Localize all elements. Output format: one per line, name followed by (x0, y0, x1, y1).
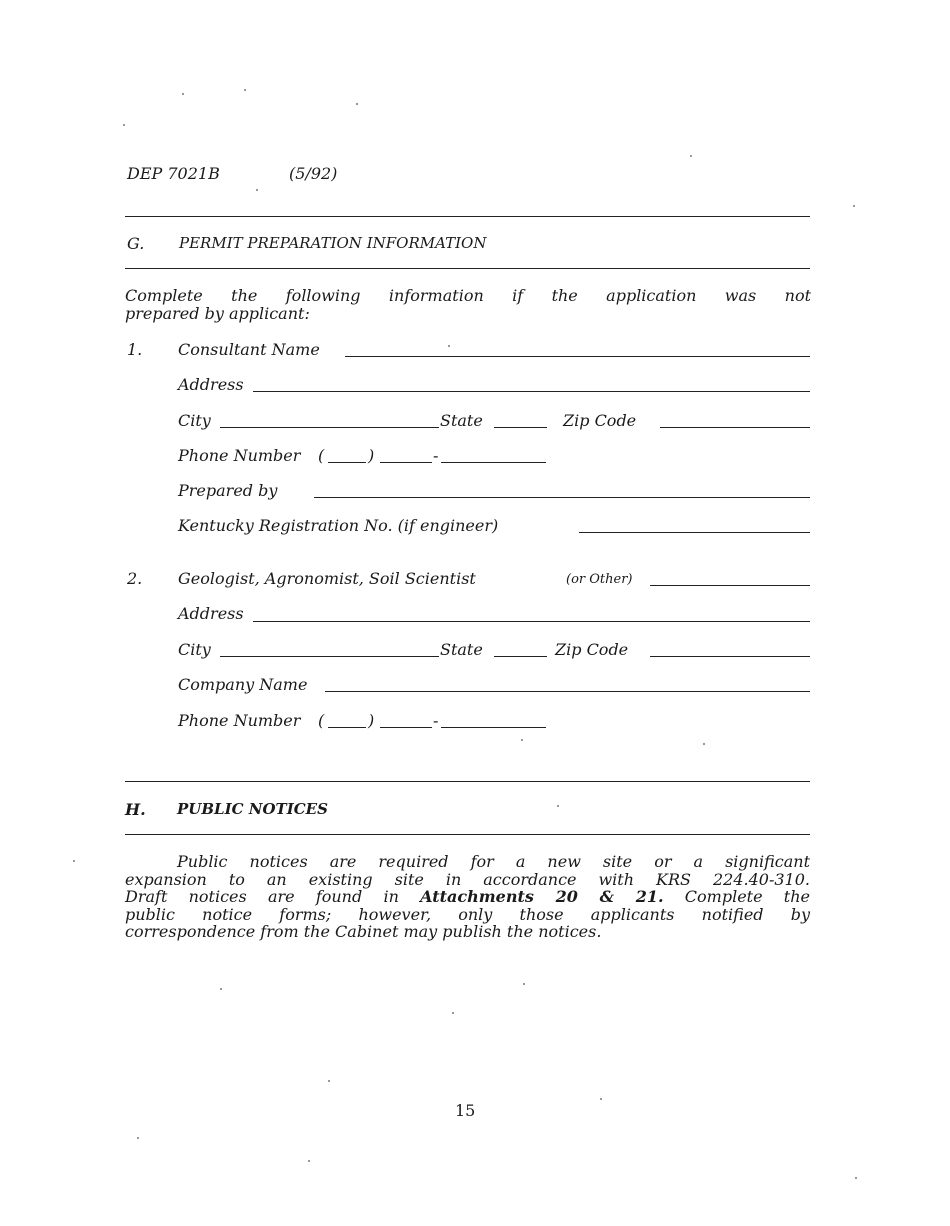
speck (137, 1137, 139, 1139)
item-1-phone-paren-close: ) (368, 446, 375, 465)
item-1-phone-label: Phone Number (178, 446, 301, 465)
item-1-phone-paren-open: ( (318, 446, 325, 465)
item-2-phone-area-code-field[interactable] (328, 727, 366, 728)
item-1-number: 1. (127, 340, 143, 359)
item-1-address-label: Address (178, 375, 244, 394)
section-g-title: PERMIT PREPARATION INFORMATION (179, 234, 487, 252)
public-notices-line-3 (125, 887, 810, 906)
speck (855, 1177, 857, 1179)
section-h-title: PUBLIC NOTICES (177, 800, 328, 818)
consultant-name-label: Consultant Name (178, 340, 320, 359)
public-notices-line-1: Public notices are required for a new site or a significant (177, 852, 810, 871)
profession-other-label: (or Other) (566, 572, 633, 587)
speck (356, 103, 358, 105)
item-2-phone-label: Phone Number (178, 711, 301, 730)
profession-field[interactable] (650, 585, 810, 586)
company-name-field[interactable] (325, 691, 810, 692)
consultant-name-field[interactable] (345, 356, 810, 357)
section-g-intro-line1: Complete the following information if the application was not (125, 286, 811, 305)
section-g-intro-line2: prepared by applicant: (125, 304, 310, 323)
speck (220, 988, 222, 990)
speck (690, 155, 692, 157)
item-1-state-field[interactable] (494, 427, 547, 428)
public-notices-line-3-end: Complete the (663, 887, 810, 906)
public-notices-line-2-text: expansion to an existing site in accordance with (125, 870, 657, 889)
item-2-phone-prefix-field[interactable] (380, 727, 432, 728)
item-1-city-field[interactable] (220, 427, 439, 428)
item-2-state-label: State (440, 640, 483, 659)
prepared-by-label: Prepared by (178, 481, 278, 500)
speck (448, 345, 450, 347)
speck (557, 805, 559, 807)
section-g-letter: G. (127, 234, 145, 253)
public-notices-line-4: public notice forms; however, only those applicants notified by (125, 905, 810, 924)
speck (523, 983, 525, 985)
item-1-state-label: State (440, 411, 483, 430)
speck (600, 1098, 602, 1100)
speck (256, 189, 258, 191)
krs-citation: KRS 224.40-310. (656, 870, 810, 889)
item-2-zip-field[interactable] (650, 656, 810, 657)
item-1-phone-area-code-field[interactable] (328, 462, 366, 463)
speck (73, 860, 75, 862)
item-2-state-field[interactable] (494, 656, 547, 657)
item-2-city-field[interactable] (220, 656, 439, 657)
item-1-city-label: City (178, 411, 211, 430)
item-2-phone-paren-open: ( (318, 711, 325, 730)
page-number: 15 (455, 1101, 476, 1120)
item-2-address-field[interactable] (253, 621, 810, 622)
company-name-label: Company Name (178, 675, 308, 694)
item-1-phone-dash: - (433, 446, 439, 465)
public-notices-line-3-text: Draft notices are found in (125, 887, 421, 906)
speck (244, 89, 246, 91)
item-1-phone-line-field[interactable] (441, 462, 546, 463)
item-2-zip-label: Zip Code (555, 640, 629, 659)
speck (452, 1012, 454, 1014)
item-1-phone-prefix-field[interactable] (380, 462, 432, 463)
registration-label: Kentucky Registration No. (if engineer) (178, 516, 499, 535)
item-2-phone-paren-close: ) (368, 711, 375, 730)
section-h-letter: H. (125, 800, 146, 819)
item-1-zip-field[interactable] (660, 427, 810, 428)
profession-label: Geologist, Agronomist, Soil Scientist (178, 569, 476, 588)
attachments-reference: Attachments 20 & 21. (420, 887, 664, 906)
registration-field[interactable] (579, 532, 810, 533)
section-g-bottom-rule (125, 268, 810, 269)
item-2-phone-dash: - (433, 711, 439, 730)
public-notices-line-5: correspondence from the Cabinet may publish the notices. (125, 922, 602, 941)
section-h-bottom-rule (125, 834, 810, 835)
speck (308, 1160, 310, 1162)
speck (328, 1080, 330, 1082)
item-1-address-field[interactable] (253, 391, 810, 392)
item-2-phone-line-field[interactable] (441, 727, 546, 728)
speck (123, 124, 125, 126)
form-date: (5/92) (289, 164, 338, 183)
section-g-top-rule (125, 216, 810, 217)
item-1-zip-label: Zip Code (563, 411, 637, 430)
speck (703, 743, 705, 745)
speck (853, 205, 855, 207)
item-2-address-label: Address (178, 604, 244, 623)
form-id: DEP 7021B (127, 164, 220, 183)
item-2-city-label: City (178, 640, 211, 659)
prepared-by-field[interactable] (314, 497, 810, 498)
section-h-top-rule (125, 781, 810, 782)
speck (521, 739, 523, 741)
item-2-number: 2. (127, 569, 143, 588)
speck (182, 93, 184, 95)
